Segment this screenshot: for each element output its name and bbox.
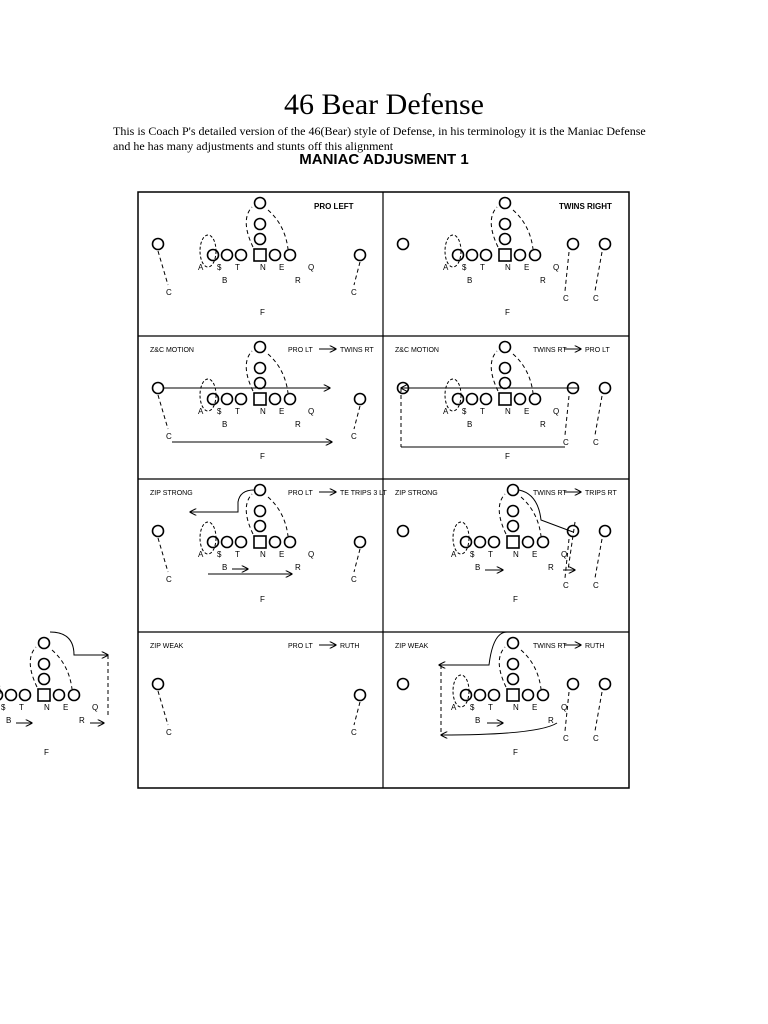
adjustment-label: ZIP STRONG (395, 490, 438, 497)
play-panel-8 (395, 632, 611, 757)
offense-player (530, 394, 541, 405)
defender-letter: $ (1, 703, 6, 712)
defender-letter: Q (308, 263, 315, 272)
route-line (158, 691, 168, 725)
free-safety-letter: F (505, 308, 510, 317)
offense-player (236, 394, 247, 405)
offense-player (222, 250, 233, 261)
offense-player (208, 394, 219, 405)
offense-player (508, 506, 519, 517)
corner-letter: C (563, 734, 569, 743)
offense-player (508, 485, 519, 496)
offense-player (538, 690, 549, 701)
offense-player (500, 378, 511, 389)
offense-player (568, 239, 579, 250)
formation-label: PRO LT (288, 643, 313, 650)
backer-letter: B (6, 716, 12, 725)
defender-letter: A (198, 263, 204, 272)
offense-player (355, 394, 366, 405)
backer-letter: R (79, 716, 85, 725)
offense-player (236, 537, 247, 548)
defender-letter: E (279, 550, 285, 559)
backer-letter: R (548, 716, 554, 725)
adjustment-label: Z&C MOTION (150, 347, 194, 354)
offense-player (355, 537, 366, 548)
offense-player (69, 690, 80, 701)
offense-player (153, 679, 164, 690)
adjustment-label: ZIP WEAK (150, 643, 184, 650)
offense-player (461, 690, 472, 701)
center-player (38, 689, 50, 701)
center-player (254, 393, 266, 405)
free-safety-letter: F (505, 452, 510, 461)
offense-player (489, 690, 500, 701)
backer-letter: B (222, 563, 228, 572)
route-line (268, 210, 288, 249)
offense-player (355, 250, 366, 261)
route-line (30, 647, 37, 687)
offense-player (39, 659, 50, 670)
play-panel-5 (150, 485, 388, 605)
defender-letter: T (488, 550, 493, 559)
route-line (565, 396, 569, 435)
corner-letter: C (166, 728, 172, 737)
defender-letter: $ (470, 703, 475, 712)
defender-letter: T (488, 703, 493, 712)
offense-player (508, 659, 519, 670)
formation-label: TWINS RT (340, 347, 374, 354)
offense-player (153, 239, 164, 250)
free-safety-letter: F (260, 595, 265, 604)
offense-player (467, 394, 478, 405)
offense-player (255, 378, 266, 389)
corner-letter: C (166, 288, 172, 297)
offense-player (461, 537, 472, 548)
route-line (513, 210, 533, 249)
defender-letter: E (524, 263, 530, 272)
offense-player (481, 394, 492, 405)
route-line (158, 395, 168, 429)
backer-letter: R (295, 276, 301, 285)
offense-player (398, 239, 409, 250)
backer-letter: B (222, 420, 228, 429)
play-panel-6 (395, 485, 617, 605)
defender-letter: $ (462, 407, 467, 416)
route-line (491, 351, 498, 391)
offense-player (255, 198, 266, 209)
free-safety-letter: F (260, 452, 265, 461)
route-line (521, 497, 541, 536)
route-line (439, 632, 507, 665)
defender-letter: E (532, 550, 538, 559)
center-player (254, 536, 266, 548)
route-line (595, 252, 602, 291)
offense-player (20, 690, 31, 701)
backer-letter: R (295, 563, 301, 572)
offense-player (453, 250, 464, 261)
route-line (595, 396, 602, 435)
play-panel-1 (153, 198, 366, 318)
offense-player (489, 537, 500, 548)
defender-letter: A (443, 263, 449, 272)
offense-player (285, 250, 296, 261)
offense-player (600, 383, 611, 394)
defender-letter: $ (217, 263, 222, 272)
offense-player (398, 526, 409, 537)
corner-letter: C (351, 575, 357, 584)
route-line (246, 351, 253, 391)
free-safety-letter: F (44, 748, 49, 757)
corner-letter: C (563, 438, 569, 447)
diagram-subtitle: MANIAC ADJUSMENT 1 (299, 151, 469, 168)
corner-letter: C (166, 432, 172, 441)
defender-letter: A (451, 703, 457, 712)
route-line (565, 252, 569, 291)
backer-letter: B (475, 563, 481, 572)
route-line (246, 207, 253, 247)
defender-letter: T (235, 263, 240, 272)
offense-player (500, 342, 511, 353)
formation-label: TWINS RIGHT (559, 202, 612, 211)
center-player (254, 249, 266, 261)
corner-letter: C (351, 288, 357, 297)
route-line (491, 207, 498, 247)
offense-player (255, 219, 266, 230)
corner-letter: C (593, 581, 599, 590)
route-line (595, 539, 602, 578)
defender-letter: Q (553, 407, 560, 416)
offense-player (467, 250, 478, 261)
defender-letter: E (532, 703, 538, 712)
backer-letter: B (467, 276, 473, 285)
offense-player (255, 521, 266, 532)
offense-player (270, 250, 281, 261)
center-player (499, 393, 511, 405)
offense-player (236, 250, 247, 261)
offense-player (600, 679, 611, 690)
route-line (268, 497, 288, 536)
route-line (441, 723, 557, 735)
formation-label: TWINS RT (533, 347, 567, 354)
defender-letter: Q (553, 263, 560, 272)
corner-letter: C (351, 728, 357, 737)
route-line (499, 647, 506, 687)
center-player (499, 249, 511, 261)
defender-letter: N (513, 703, 519, 712)
free-safety-letter: F (513, 748, 518, 757)
defender-letter: $ (217, 407, 222, 416)
defender-letter: Q (92, 703, 99, 712)
offense-player (255, 234, 266, 245)
play-panel-3 (150, 342, 374, 462)
offense-player (500, 198, 511, 209)
offense-player (475, 690, 486, 701)
route-line (513, 354, 533, 393)
defender-letter: T (235, 550, 240, 559)
defender-letter: N (260, 407, 266, 416)
route-line (158, 251, 168, 285)
offense-player (39, 674, 50, 685)
offense-player (153, 526, 164, 537)
play-panel-4 (395, 342, 611, 462)
offense-player (515, 394, 526, 405)
formation-label: RUTH (585, 643, 605, 650)
defender-letter: A (198, 407, 204, 416)
backer-letter: R (540, 420, 546, 429)
backer-letter: R (540, 276, 546, 285)
route-line (499, 494, 506, 534)
defender-letter: N (260, 263, 266, 272)
route-line (354, 702, 360, 725)
offense-player (568, 679, 579, 690)
adjustment-label: Z&C MOTION (395, 347, 439, 354)
page-title: 46 Bear Defense (284, 88, 484, 121)
formation-label: PRO LT (288, 347, 313, 354)
offense-player (270, 394, 281, 405)
defender-letter: T (480, 263, 485, 272)
backer-letter: R (548, 563, 554, 572)
offense-player (508, 674, 519, 685)
defender-letter: Q (308, 407, 315, 416)
offense-player (208, 537, 219, 548)
formation-label: PRO LEFT (314, 202, 354, 211)
route-line (52, 650, 72, 689)
corner-letter: C (593, 734, 599, 743)
route-line (158, 538, 168, 572)
offense-player (515, 250, 526, 261)
defender-letter: T (19, 703, 24, 712)
offense-player (255, 342, 266, 353)
free-safety-letter: F (260, 308, 265, 317)
offense-player (255, 485, 266, 496)
backer-letter: B (467, 420, 473, 429)
offense-player (39, 638, 50, 649)
route-line (246, 494, 253, 534)
formation-label: TWINS RT (533, 643, 567, 650)
defender-letter: A (451, 550, 457, 559)
backer-letter: B (475, 716, 481, 725)
offense-player (600, 239, 611, 250)
offense-player (255, 506, 266, 517)
formation-label: TE TRIPS 3 LT (340, 490, 387, 497)
defender-letter: N (513, 550, 519, 559)
offense-player (538, 537, 549, 548)
defender-letter: N (44, 703, 50, 712)
route-line (190, 490, 254, 512)
corner-letter: C (166, 575, 172, 584)
offense-player (208, 250, 219, 261)
defender-letter: E (279, 407, 285, 416)
center-player (507, 536, 519, 548)
free-safety-letter: F (513, 595, 518, 604)
defender-letter: N (260, 550, 266, 559)
route-line (50, 632, 108, 655)
defender-letter: E (524, 407, 530, 416)
offense-player (270, 537, 281, 548)
defender-letter: E (279, 263, 285, 272)
corner-letter: C (351, 432, 357, 441)
offense-player (398, 679, 409, 690)
offense-player (500, 219, 511, 230)
offense-player (500, 234, 511, 245)
offense-player (54, 690, 65, 701)
offense-player (481, 250, 492, 261)
corner-letter: C (563, 581, 569, 590)
offense-player (355, 690, 366, 701)
offense-player (508, 638, 519, 649)
offense-player (523, 690, 534, 701)
offense-player (523, 537, 534, 548)
formation-label: PRO LT (288, 490, 313, 497)
offense-player (222, 394, 233, 405)
formation-label: PRO LT (585, 347, 610, 354)
offense-player (508, 521, 519, 532)
offense-player (600, 526, 611, 537)
offense-player (530, 250, 541, 261)
adjustment-label: ZIP STRONG (150, 490, 193, 497)
defender-letter: A (198, 550, 204, 559)
offense-player (222, 537, 233, 548)
play-panel-2 (398, 198, 612, 318)
defender-letter: E (63, 703, 69, 712)
formation-label: TWINS RT (533, 490, 567, 497)
offense-player (500, 363, 511, 374)
play-panel-7 (0, 632, 366, 757)
defender-letter: T (480, 407, 485, 416)
defender-letter: N (505, 263, 511, 272)
defender-letter: $ (462, 263, 467, 272)
defender-letter: $ (470, 550, 475, 559)
formation-label: RUTH (340, 643, 360, 650)
defender-letter: N (505, 407, 511, 416)
defender-letter: A (443, 407, 449, 416)
defender-letter: Q (561, 703, 568, 712)
backer-letter: B (222, 276, 228, 285)
defender-letter: $ (217, 550, 222, 559)
offense-player (285, 537, 296, 548)
offense-player (475, 537, 486, 548)
corner-letter: C (563, 294, 569, 303)
route-line (354, 406, 360, 429)
route-line (521, 650, 541, 689)
backer-letter: R (295, 420, 301, 429)
route-line (595, 692, 602, 731)
defender-letter: T (235, 407, 240, 416)
route-line (354, 549, 360, 572)
corner-letter: C (593, 294, 599, 303)
center-player (507, 689, 519, 701)
offense-player (453, 394, 464, 405)
corner-letter: C (593, 438, 599, 447)
offense-player (6, 690, 17, 701)
intro-paragraph: This is Coach P's detailed version of the 46(Bear) style of Defense, in his terminology it is the Maniac Defense and he has many adjustments and stunts off this alignment (113, 124, 646, 153)
route-line (354, 262, 360, 285)
adjustment-label: ZIP WEAK (395, 643, 429, 650)
offense-player (153, 383, 164, 394)
offense-player (255, 363, 266, 374)
defender-letter: Q (561, 550, 568, 559)
offense-player (285, 394, 296, 405)
defender-letter: Q (308, 550, 315, 559)
formation-label: TRIPS RT (585, 490, 617, 497)
route-line (268, 354, 288, 393)
